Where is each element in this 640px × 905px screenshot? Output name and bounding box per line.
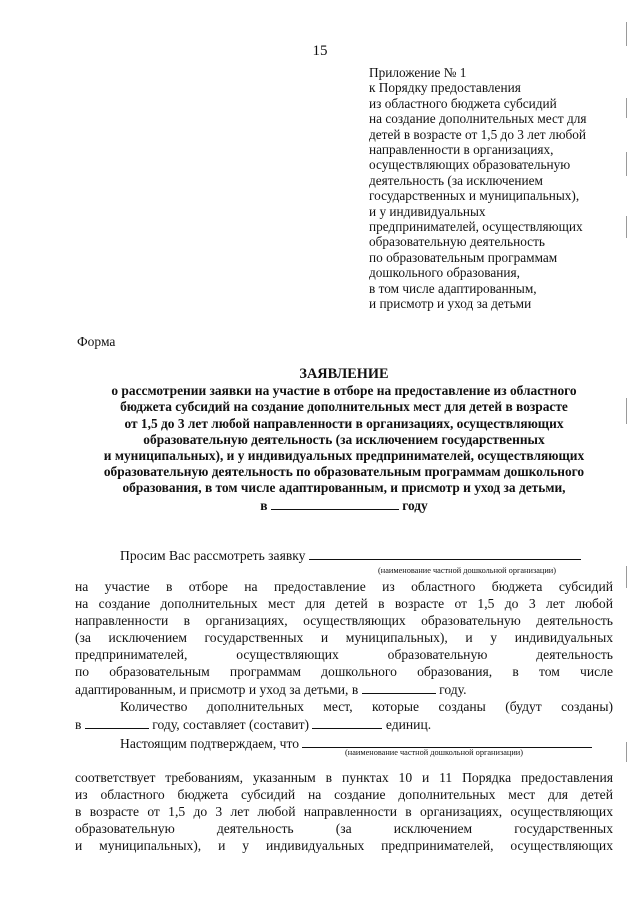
places-count-line-2	[75, 716, 613, 734]
paragraph-last-line	[75, 681, 613, 699]
appendix-line: направленности в организациях,	[369, 142, 554, 158]
year-prefix: в	[260, 497, 268, 513]
title-heading: ЗАЯВЛЕНИЕ	[299, 366, 389, 382]
appendix-line: на создание дополнительных мест для	[369, 111, 587, 127]
appendix-line: по образовательным программам	[369, 249, 558, 265]
paragraph-line: по образовательным программам дошкольного образования, в том числе	[75, 664, 613, 679]
scan-edge-mark	[626, 98, 627, 118]
paragraph-last-suffix: году.	[439, 682, 467, 697]
count-unit: единиц.	[385, 717, 432, 732]
places-count-blank-field[interactable]	[312, 716, 382, 729]
request-intro: Просим Вас рассмотреть заявку	[120, 548, 306, 563]
org-name-blank-field-2[interactable]	[302, 735, 592, 748]
paragraph-line: соответствует требованиям, указанным в пунктах 10 и 11 Порядка предоставления	[75, 770, 613, 785]
appendix-line: детей в возрасте от 1,5 до 3 лет любой	[369, 126, 587, 142]
year-blank-field-2[interactable]	[362, 681, 436, 694]
appendix-line: осуществляющих образовательную	[369, 157, 571, 173]
paragraph-line: образовательную деятельность (за исключением государственных	[75, 821, 613, 836]
paragraph-line: и муниципальных), и у индивидуальных предпринимателей, осуществляющих	[75, 838, 613, 853]
paragraph-line: на создание дополнительных мест для детей в возрасте от 1,5 до 3 лет любой	[75, 596, 613, 611]
appendix-line: Приложение № 1	[369, 65, 467, 80]
org-name-caption: (наименование частной дошкольной организации)	[378, 566, 556, 575]
confirm-intro: Настоящим подтверждаем, что	[120, 736, 300, 751]
appendix-header	[369, 65, 587, 312]
count-text: году, составляет (составит)	[152, 717, 310, 732]
scan-edge-mark	[626, 566, 627, 588]
count-year-prefix: в	[75, 717, 82, 732]
title-line: и муниципальных), и у индивидуальных предпринимателей, осуществляющих	[103, 448, 585, 464]
scan-edge-mark	[626, 22, 627, 46]
appendix-line: в том числе адаптированным,	[369, 280, 537, 296]
title-line: от 1,5 до 3 лет любой направленности в организациях, осуществляющих	[124, 415, 564, 431]
scan-edge-mark	[626, 398, 627, 424]
org-name-caption-2: (наименование частной дошкольной организации)	[345, 748, 523, 757]
scan-edge-mark	[626, 742, 627, 762]
year-blank-field[interactable]	[271, 497, 399, 510]
appendix-line: и у индивидуальных	[369, 203, 486, 219]
paragraph-line: предпринимателей, осуществляющих образовательную деятельность	[75, 647, 613, 662]
appendix-line: предпринимателей, осуществляющих	[369, 219, 583, 235]
paragraph-line: (за исключением государственных и муниципальных), и у индивидуальных	[75, 630, 613, 645]
appendix-line: и присмотр и уход за детьми	[369, 296, 532, 312]
paragraph-line: направленности в организациях, осуществляющих образовательную деятельность	[75, 613, 613, 628]
appendix-line: к Порядку предоставления	[369, 80, 521, 96]
title-line: образовательную деятельность по образовательным программам дошкольного	[103, 464, 585, 480]
title-line: образования, в том числе адаптированным, и присмотр и уход за детьми,	[122, 480, 566, 496]
year-suffix: году	[402, 497, 428, 513]
appendix-line: образовательную деятельность	[369, 234, 545, 250]
scan-edge-mark	[626, 152, 627, 176]
appendix-line: государственных и муниципальных),	[369, 188, 580, 204]
places-count-line: Количество дополнительных мест, которые созданы (будут созданы)	[120, 699, 613, 714]
paragraph-last-text: адаптированным, и присмотр и уход за детьми, в	[75, 682, 359, 697]
paragraph-line: в возрасте от 1,5 до 3 лет любой направленности в организациях, осуществляющих	[75, 804, 613, 819]
appendix-line: дошкольного образования,	[369, 265, 520, 281]
confirm-line	[75, 735, 613, 753]
paragraph-line: из областного бюджета субсидий на создание дополнительных мест для детей	[75, 787, 613, 802]
page-number: 15	[312, 43, 328, 59]
paragraph-line: на участие в отборе на предоставление из областного бюджета субсидий	[75, 579, 613, 594]
org-name-blank-field[interactable]	[309, 547, 581, 560]
appendix-line: деятельность (за исключением	[369, 172, 543, 188]
appendix-line: из областного бюджета субсидий	[369, 95, 557, 111]
count-year-blank-field[interactable]	[85, 716, 149, 729]
scan-edge-mark	[626, 216, 627, 238]
form-label: Форма	[77, 334, 116, 349]
title-line: бюджета субсидий на создание дополнительных мест для детей в возрасте	[120, 399, 568, 415]
title-year-line	[75, 497, 613, 514]
request-line	[75, 547, 613, 565]
title-line: о рассмотрении заявки на участие в отборе на предоставление из областного	[111, 383, 577, 399]
title-line: образовательную деятельность (за исключением государственных	[143, 431, 545, 447]
document-title	[75, 366, 613, 514]
